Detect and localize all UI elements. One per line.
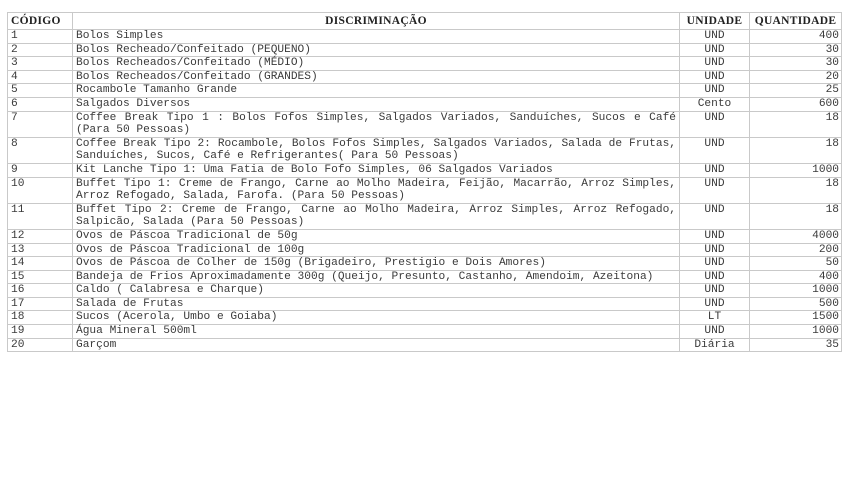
cell-description: Bolos Recheado/Confeitado (PEQUENO)	[73, 43, 680, 57]
cell-quantity: 1000	[750, 284, 842, 298]
table-row	[8, 338, 842, 352]
cell-unit: UND	[680, 177, 750, 203]
cell-code: 10	[8, 177, 73, 203]
cell-quantity: 35	[750, 338, 842, 352]
table-row	[8, 284, 842, 298]
cell-unit: UND	[680, 111, 750, 137]
cell-description: Rocambole Tamanho Grande	[73, 84, 680, 98]
cell-description: Kit Lanche Tipo 1: Uma Fatia de Bolo Fofo Simples, 06 Salgados Variados	[73, 163, 680, 177]
cell-code: 20	[8, 338, 73, 352]
table-body	[8, 30, 842, 352]
cell-code: 2	[8, 43, 73, 57]
table-row	[8, 270, 842, 284]
cell-quantity: 1000	[750, 325, 842, 339]
cell-quantity: 18	[750, 137, 842, 163]
table-row	[8, 111, 842, 137]
cell-quantity: 4000	[750, 229, 842, 243]
table-row	[8, 57, 842, 71]
cell-code: 13	[8, 243, 73, 257]
cell-quantity: 18	[750, 177, 842, 203]
table-row	[8, 163, 842, 177]
table-row	[8, 243, 842, 257]
cell-description: Garçom	[73, 338, 680, 352]
product-table	[7, 12, 842, 352]
cell-code: 11	[8, 203, 73, 229]
cell-description: Bandeja de Frios Aproximadamente 300g (Queijo, Presunto, Castanho, Amendoim, Azeitona)	[73, 270, 680, 284]
cell-code: 8	[8, 137, 73, 163]
cell-unit: UND	[680, 243, 750, 257]
cell-quantity: 18	[750, 111, 842, 137]
table-row	[8, 229, 842, 243]
cell-unit: UND	[680, 297, 750, 311]
cell-unit: UND	[680, 57, 750, 71]
cell-description: Coffee Break Tipo 1 : Bolos Fofos Simples, Salgados Variados, Sanduíches, Sucos e Café (Para 50 Pessoas)	[73, 111, 680, 137]
cell-description: Ovos de Páscoa Tradicional de 50g	[73, 229, 680, 243]
table-row	[8, 70, 842, 84]
cell-quantity: 20	[750, 70, 842, 84]
cell-quantity: 25	[750, 84, 842, 98]
table-row	[8, 203, 842, 229]
cell-description: Bolos Simples	[73, 30, 680, 44]
table-row	[8, 97, 842, 111]
cell-code: 3	[8, 57, 73, 71]
cell-unit: UND	[680, 325, 750, 339]
cell-description: Sucos (Acerola, Umbo e Goiaba)	[73, 311, 680, 325]
cell-code: 12	[8, 229, 73, 243]
cell-quantity: 50	[750, 257, 842, 271]
cell-code: 19	[8, 325, 73, 339]
product-table-document	[7, 12, 841, 352]
cell-description: Salgados Diversos	[73, 97, 680, 111]
cell-code: 5	[8, 84, 73, 98]
cell-code: 1	[8, 30, 73, 44]
cell-unit: UND	[680, 70, 750, 84]
cell-unit: UND	[680, 163, 750, 177]
table-header-row	[8, 13, 842, 30]
column-header-unit: UNIDADE	[680, 13, 750, 30]
cell-quantity: 1500	[750, 311, 842, 325]
cell-description: Ovos de Páscoa Tradicional de 100g	[73, 243, 680, 257]
cell-quantity: 30	[750, 57, 842, 71]
column-header-description: DISCRIMINAÇÃO	[73, 13, 680, 30]
cell-unit: UND	[680, 137, 750, 163]
cell-unit: UND	[680, 229, 750, 243]
cell-code: 18	[8, 311, 73, 325]
cell-unit: Diária	[680, 338, 750, 352]
cell-description: Água Mineral 500ml	[73, 325, 680, 339]
cell-quantity: 500	[750, 297, 842, 311]
cell-unit: LT	[680, 311, 750, 325]
table-row	[8, 311, 842, 325]
table-row	[8, 43, 842, 57]
cell-unit: UND	[680, 84, 750, 98]
cell-description: Coffee Break Tipo 2: Rocambole, Bolos Fofos Simples, Salgados Variados, Salada de Frutas, Sanduíches, Sucos, Café e Refrigerantes( Para 50 Pessoas)	[73, 137, 680, 163]
cell-code: 15	[8, 270, 73, 284]
column-header-code: CÓDIGO	[8, 13, 73, 30]
cell-quantity: 1000	[750, 163, 842, 177]
cell-unit: UND	[680, 270, 750, 284]
table-row	[8, 297, 842, 311]
cell-unit: UND	[680, 203, 750, 229]
table-row	[8, 137, 842, 163]
cell-description: Caldo ( Calabresa e Charque)	[73, 284, 680, 298]
table-row	[8, 30, 842, 44]
cell-description: Buffet Tipo 1: Creme de Frango, Carne ao Molho Madeira, Feijão, Macarrão, Arroz Simples, Arroz Refogado, Salada, Farofa. (Para 50 Pessoas)	[73, 177, 680, 203]
cell-code: 17	[8, 297, 73, 311]
cell-description: Ovos de Páscoa de Colher de 150g (Brigadeiro, Prestigio e Dois Amores)	[73, 257, 680, 271]
cell-unit: UND	[680, 257, 750, 271]
cell-quantity: 30	[750, 43, 842, 57]
table-row	[8, 84, 842, 98]
cell-quantity: 18	[750, 203, 842, 229]
table-row	[8, 325, 842, 339]
cell-code: 14	[8, 257, 73, 271]
cell-unit: UND	[680, 284, 750, 298]
cell-code: 4	[8, 70, 73, 84]
cell-description: Bolos Recheados/Confeitado (GRANDES)	[73, 70, 680, 84]
table-row	[8, 177, 842, 203]
cell-quantity: 400	[750, 30, 842, 44]
table-row	[8, 257, 842, 271]
cell-code: 16	[8, 284, 73, 298]
cell-unit: Cento	[680, 97, 750, 111]
cell-code: 6	[8, 97, 73, 111]
cell-quantity: 200	[750, 243, 842, 257]
cell-description: Buffet Tipo 2: Creme de Frango, Carne ao Molho Madeira, Arroz Simples, Arroz Refogado, Salpicão, Salada (Para 50 Pessoas)	[73, 203, 680, 229]
cell-code: 7	[8, 111, 73, 137]
column-header-quantity: QUANTIDADE	[750, 13, 842, 30]
cell-unit: UND	[680, 43, 750, 57]
cell-unit: UND	[680, 30, 750, 44]
cell-description: Salada de Frutas	[73, 297, 680, 311]
cell-code: 9	[8, 163, 73, 177]
cell-quantity: 400	[750, 270, 842, 284]
cell-quantity: 600	[750, 97, 842, 111]
cell-description: Bolos Recheados/Confeitado (MÉDIO)	[73, 57, 680, 71]
